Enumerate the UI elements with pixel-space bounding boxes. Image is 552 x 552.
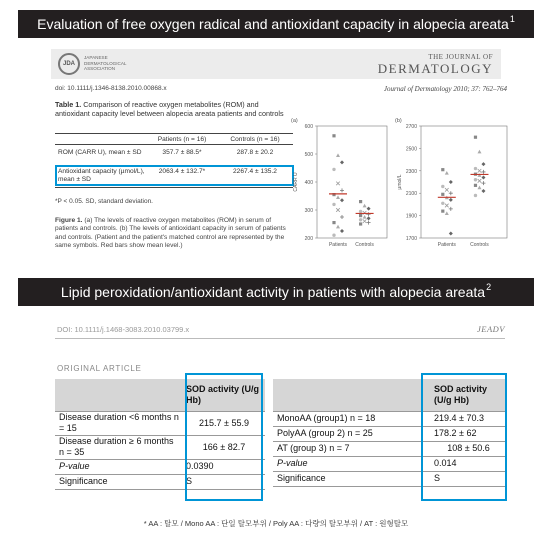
data-point <box>367 216 371 220</box>
article-doi-2: DOI: 10.1111/j.1468-3083.2010.03799.x <box>57 325 190 334</box>
table-row: P-value 0.0390 <box>55 459 265 474</box>
data-point <box>474 194 477 197</box>
chart-rom <box>289 116 391 256</box>
y-axis-label: CARR U <box>293 172 299 192</box>
x-category-label: Patients <box>437 242 456 248</box>
data-point <box>441 210 444 213</box>
data-point <box>478 179 482 183</box>
data-point <box>474 178 477 181</box>
highlight-box-antioxidant <box>55 165 294 186</box>
data-point <box>336 195 340 199</box>
table-row-rom: ROM (CARR U), mean ± SD 357.7 ± 88.5* 287.8 ± 20.2 <box>58 149 274 156</box>
x-category-label: Controls <box>470 242 489 248</box>
x-category-label: Patients <box>328 242 348 248</box>
data-point <box>359 214 362 217</box>
y-tick-label: 600 <box>304 124 313 130</box>
data-point <box>340 160 344 164</box>
data-point <box>478 169 482 173</box>
data-point <box>474 167 477 170</box>
y-tick-label: 2700 <box>405 124 417 130</box>
article-doi: doi: 10.1111/j.1346-8138.2010.00868.x <box>55 85 167 92</box>
table-1-caption: Table 1. Comparison of reactive oxygen metabolites (ROM) and antioxidant capacity level between alopecia areata patients and controls <box>55 100 284 118</box>
article-section-label: ORIGINAL ARTICLE <box>57 364 142 373</box>
data-point <box>340 229 344 233</box>
journal-name-large: DERMATOLOGY <box>377 61 493 76</box>
article-citation: Journal of Dermatology 2010; 37: 762–764 <box>383 85 507 93</box>
data-point <box>332 134 335 137</box>
table-1-footnote: *P < 0.05. SD, standard deviation. <box>55 198 153 205</box>
y-tick-label: 1700 <box>405 236 417 242</box>
chart-antioxidant-svg <box>393 116 511 256</box>
chart-panel-label: (a) <box>291 118 298 124</box>
y-tick-label: 200 <box>304 236 313 242</box>
data-point <box>481 189 485 193</box>
y-tick-label: 500 <box>304 152 313 158</box>
data-point <box>477 173 481 177</box>
data-point <box>367 212 371 216</box>
abbreviation-footnote: * AA : 탈모 / Mono AA : 단일 탈모부위 / Poly AA : 다량의 탈모부위 / AT : 원형탈모 <box>143 519 409 528</box>
chart-frame <box>317 126 387 238</box>
table-row: Disease duration ≥ 6 months n = 35 166 ± 82.7 <box>55 435 265 459</box>
table-row: MonoAA (group1) n = 18 219.4 ± 70.3 <box>273 411 506 426</box>
banner-2-ref: 2 <box>486 282 492 292</box>
banner-1-title: Evaluation of free oxygen radical and antioxidant capacity in alopecia areata <box>37 16 509 32</box>
data-point <box>336 208 340 212</box>
data-point <box>477 186 481 190</box>
data-point <box>336 182 340 186</box>
data-point <box>474 184 477 187</box>
data-point <box>474 136 477 139</box>
association-name: JAPANESE DERMATOLOGICAL ASSOCIATION <box>84 55 127 72</box>
data-point <box>363 219 367 223</box>
data-point <box>359 200 362 203</box>
y-tick-label: 2300 <box>405 168 417 175</box>
data-point <box>441 168 444 171</box>
highlight-box-sod-right <box>421 373 507 501</box>
data-point <box>481 176 485 180</box>
table-row: PolyAA (group 2) n = 25 178.2 ± 62 <box>273 426 506 441</box>
column-header-sod: SOD activity (U/g Hb) <box>431 379 506 411</box>
chart-panel-label: (b) <box>395 118 402 124</box>
data-point <box>367 221 371 225</box>
data-point <box>445 188 449 192</box>
data-point <box>449 198 453 202</box>
data-point <box>449 191 453 195</box>
section-banner-2 <box>18 278 534 306</box>
section-banner-1 <box>18 10 534 38</box>
data-point <box>363 204 367 208</box>
data-point <box>332 234 335 237</box>
y-tick-label: 400 <box>304 180 313 186</box>
figure-1-caption: Figure 1. (a) The levels of reactive oxygen metabolites (ROM) in serum of patients and controls. (b) The levels of antioxidant capacity in serum of patients and controls. (Patient and the patient's matched control are represented by the same symbols. Red bars show mean level.) <box>55 217 286 249</box>
data-point <box>481 170 485 174</box>
chart-antioxidant <box>393 116 511 256</box>
y-tick-label: 300 <box>304 208 313 214</box>
table-row: Significance S <box>273 471 506 486</box>
data-point <box>449 180 453 184</box>
table-row-antioxidant: Antioxidant capacity (µmol/L), mean ± SD 2063.4 ± 132.7* 2267.4 ± 135.2 <box>58 168 277 183</box>
banner-2-title: Lipid peroxidation/antioxidant activity in patients with alopecia areata <box>60 284 486 300</box>
data-point <box>336 153 340 157</box>
y-axis-label: µmol/L <box>397 174 403 190</box>
data-point <box>445 211 449 215</box>
data-point <box>332 168 335 171</box>
table-1-header: Patients (n = 16) Controls (n = 16) <box>55 134 293 145</box>
data-point <box>340 198 344 202</box>
highlight-box-sod-left <box>185 373 263 501</box>
data-point <box>359 218 362 221</box>
x-category-label: Controls <box>355 242 374 248</box>
journal-excerpt-1 <box>33 42 519 274</box>
table-row: AT (group 3) n = 7 108 ± 50.6 <box>273 441 506 456</box>
data-point <box>363 211 367 215</box>
data-point <box>481 181 485 185</box>
data-point <box>449 232 453 236</box>
data-point <box>340 188 344 192</box>
table-row: P-value 0.014 <box>273 456 506 471</box>
data-point <box>481 162 485 166</box>
data-point <box>332 221 335 224</box>
chart-frame <box>421 126 507 238</box>
data-point <box>332 203 335 206</box>
journal-excerpt-2 <box>33 312 519 502</box>
banner-1-ref: 1 <box>509 14 515 24</box>
data-point <box>477 150 481 154</box>
data-point <box>441 185 444 188</box>
table-row: Significance S <box>55 474 265 489</box>
data-point <box>359 222 362 225</box>
table-row: Disease duration <6 months n = 15 215.7 ± 55.9 <box>55 411 265 435</box>
data-point <box>359 210 362 213</box>
data-point <box>363 215 367 219</box>
y-tick-label: 1900 <box>405 213 417 220</box>
data-point <box>441 193 444 196</box>
y-tick-label: 2500 <box>405 146 417 153</box>
jda-logo-icon: JDA <box>58 53 80 75</box>
data-point <box>336 225 340 229</box>
y-tick-label: 2100 <box>405 191 417 198</box>
data-point <box>367 207 371 211</box>
data-point <box>340 215 344 219</box>
header-divider <box>55 338 505 339</box>
data-point <box>445 204 449 208</box>
journal-header <box>51 49 501 79</box>
chart-rom-svg <box>289 116 391 256</box>
column-header-sod: SOD activity (U/g Hb) <box>183 379 265 411</box>
journal-name-jeadv: JEADV <box>477 324 505 334</box>
data-point <box>441 202 444 205</box>
data-point <box>445 171 449 175</box>
data-point <box>449 207 453 211</box>
journal-name-small: THE JOURNAL OF <box>428 53 493 61</box>
